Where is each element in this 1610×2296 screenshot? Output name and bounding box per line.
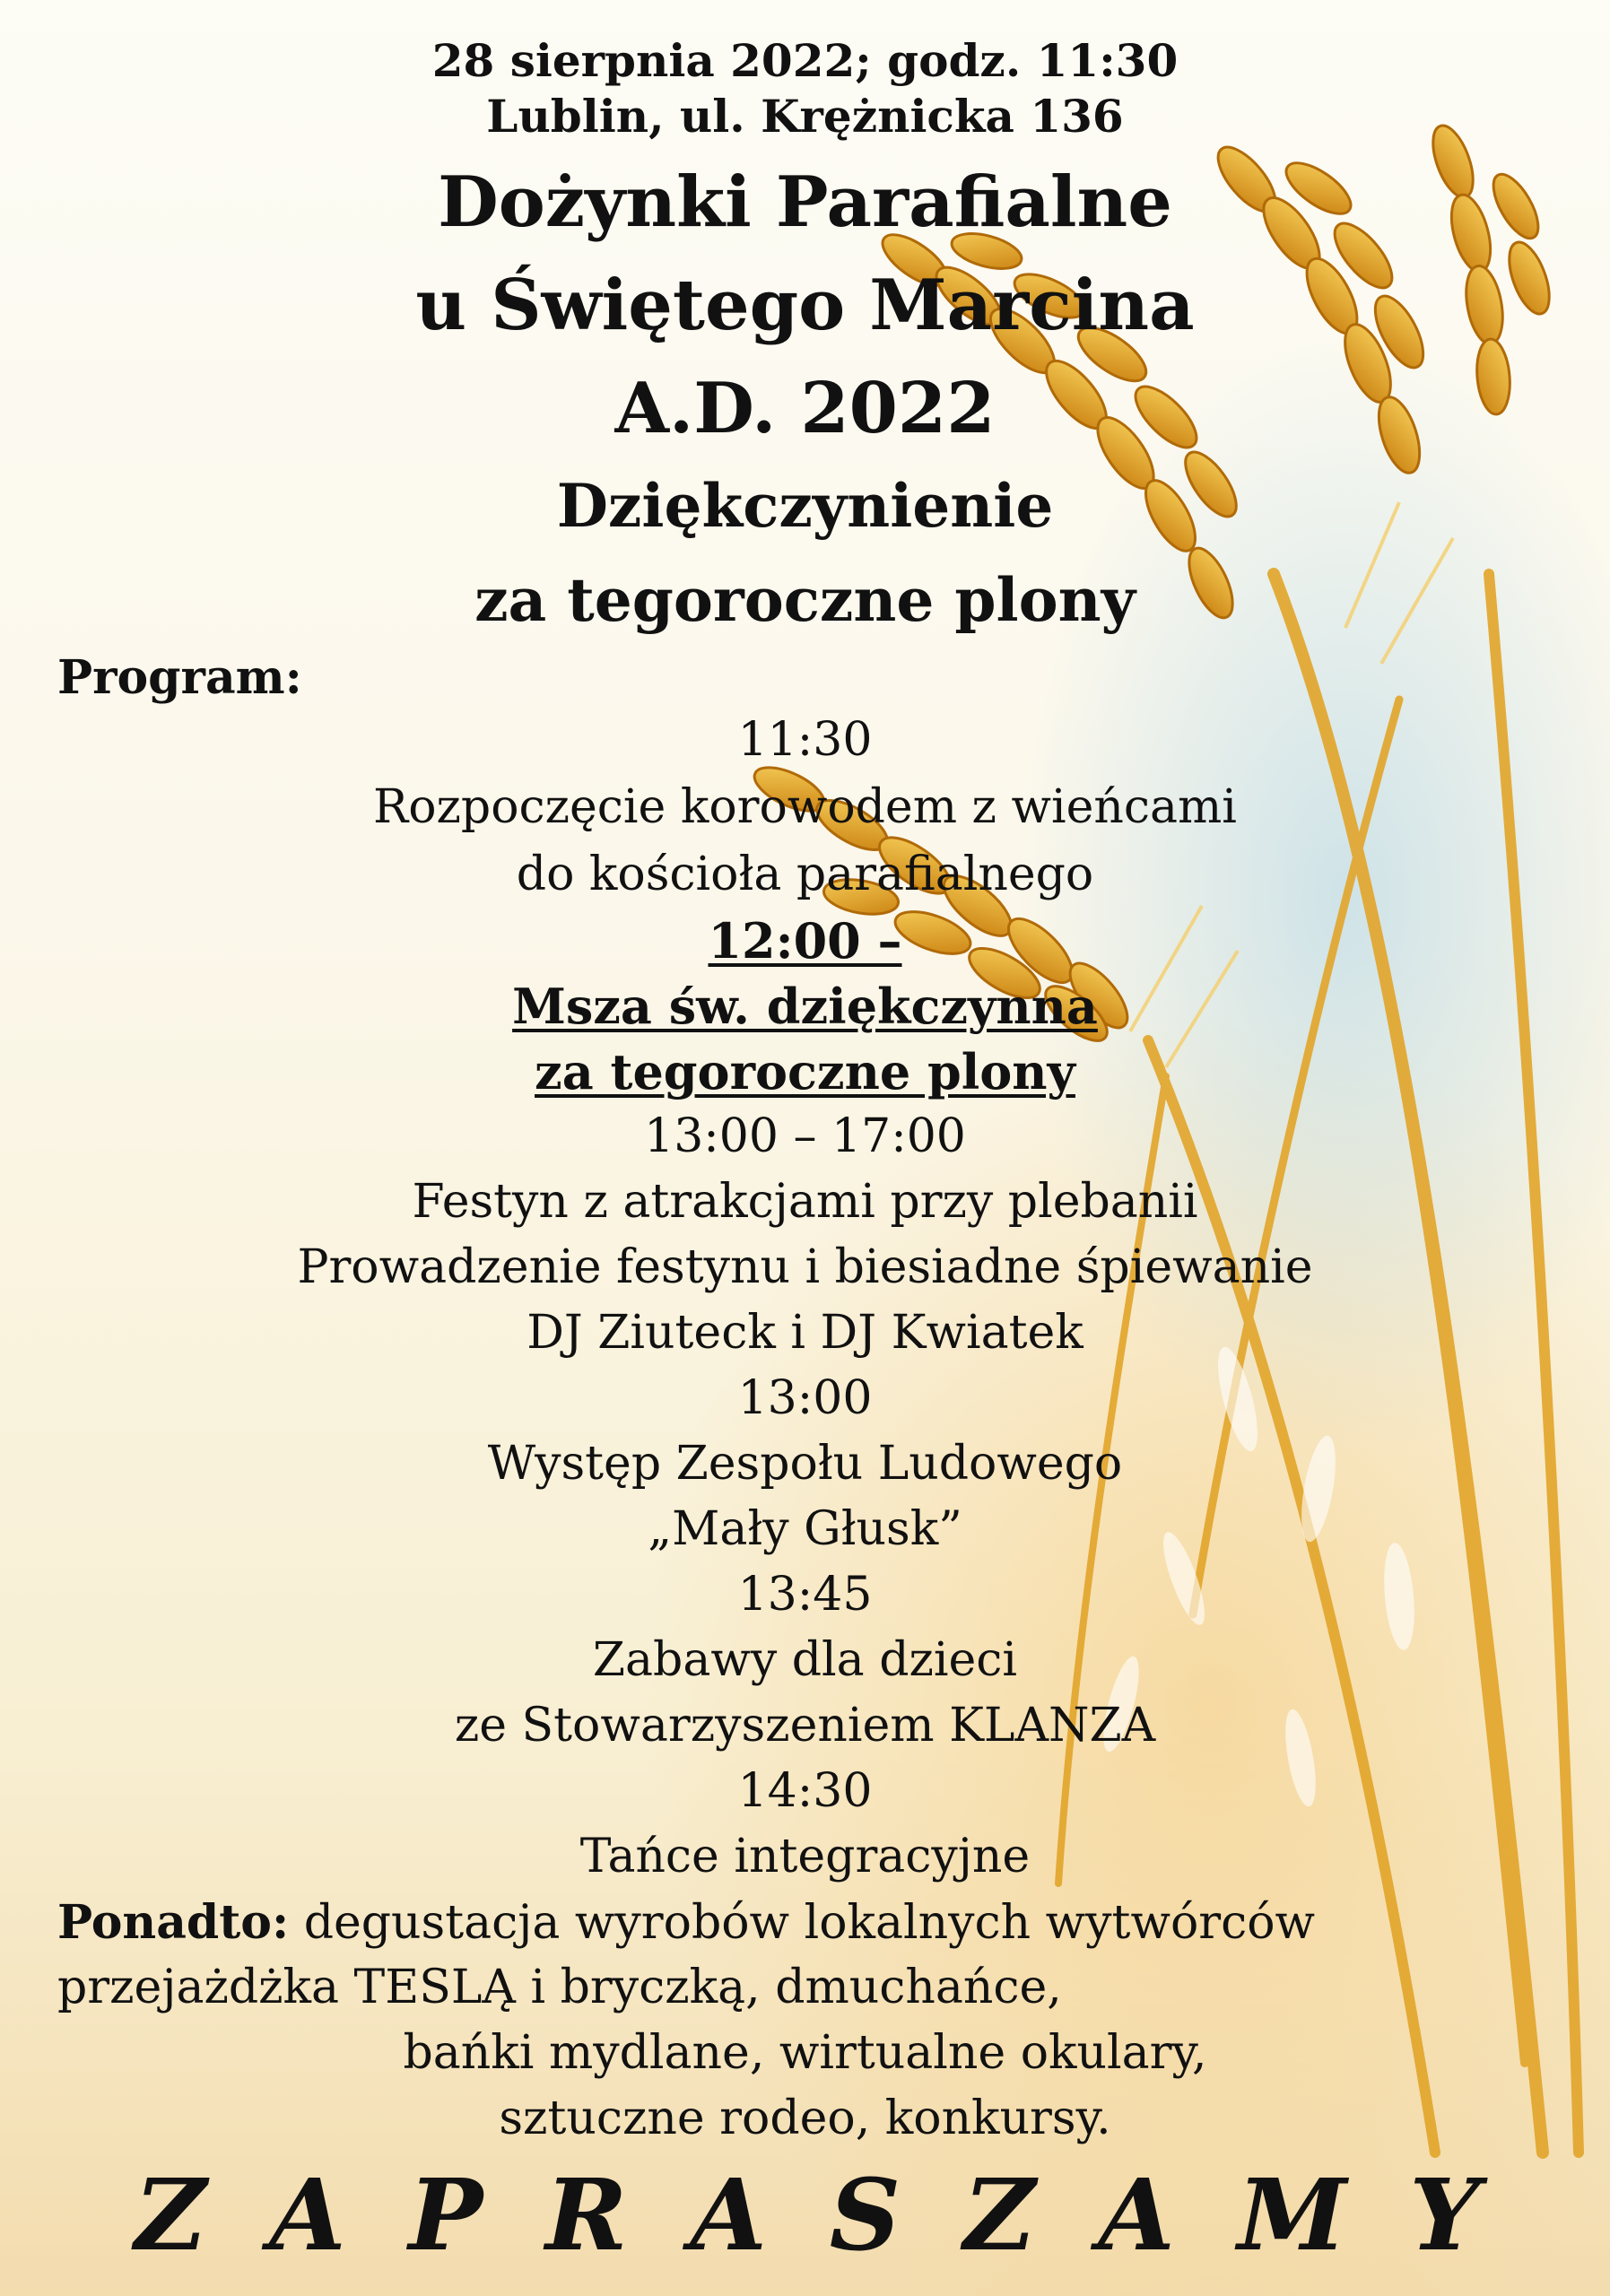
closing-letter: P xyxy=(408,2157,483,2273)
closing-letter: A xyxy=(269,2157,346,2273)
closing-letter: S xyxy=(829,2157,901,2273)
closing-letter: M xyxy=(1237,2157,1347,2273)
program-item: Występ Zespołu Ludowego xyxy=(487,1437,1123,1491)
program-time-1200: 12:00 – xyxy=(708,912,902,970)
extras-line-4: sztuczne rodeo, konkursy. xyxy=(499,2092,1111,2145)
program-item: Tańce integracyjne xyxy=(579,1830,1031,1883)
program-item: Zabawy dla dzieci xyxy=(592,1633,1018,1687)
program-item: Festyn z atrakcjami przy plebanii xyxy=(412,1175,1198,1229)
extras-label: Ponadto: xyxy=(57,1895,290,1950)
program-time-1130: 11:30 xyxy=(737,713,873,767)
program-item: Rozpoczęcie korowodem z wieńcami xyxy=(373,780,1237,834)
title-line-1: Dożynki Parafialne xyxy=(438,161,1172,243)
event-address: Lublin, ul. Krężnicka 136 xyxy=(486,90,1124,143)
program-item-mass: Msza św. dziękczynna xyxy=(512,978,1098,1035)
program-item: „Mały Głusk” xyxy=(648,1502,962,1556)
program-time-1345: 13:45 xyxy=(737,1568,873,1622)
subtitle-line-2: za tegoroczne plony xyxy=(474,565,1136,635)
closing-letter: R xyxy=(545,2157,628,2273)
extras-line-1 xyxy=(57,1895,1610,1950)
program-item: do kościoła parafialnego xyxy=(516,848,1094,901)
program-label: Program: xyxy=(57,650,302,705)
program-time-1300-1700: 13:00 – 17:00 xyxy=(644,1109,966,1163)
program-time-1430: 14:30 xyxy=(737,1764,873,1818)
program-time-1300: 13:00 xyxy=(737,1371,873,1425)
extras-line-3: bańki mydlane, wirtualne okulary, xyxy=(403,2026,1207,2080)
program-item: DJ Ziuteck i DJ Kwiatek xyxy=(527,1306,1083,1360)
program-item-mass-2: za tegoroczne plony xyxy=(535,1043,1075,1100)
subtitle-line-1: Dziękczynienie xyxy=(556,471,1054,541)
closing-letter: Z xyxy=(135,2157,207,2273)
extras-line-2: przejażdżka TESLĄ i bryczką, dmuchańce, xyxy=(57,1961,1062,2014)
closing-letter: A xyxy=(690,2157,767,2273)
program-item: ze Stowarzyszeniem KLANZA xyxy=(454,1699,1156,1752)
closing-letter: Y xyxy=(1409,2157,1480,2273)
event-date-time: 28 sierpnia 2022; godz. 11:30 xyxy=(431,34,1179,87)
closing-invitation xyxy=(135,2157,1480,2273)
closing-letter: A xyxy=(1098,2157,1175,2273)
closing-letter: Z xyxy=(963,2157,1036,2273)
title-line-2: u Świętego Marcina xyxy=(415,265,1195,346)
program-item: Prowadzenie festynu i biesiadne śpiewanie xyxy=(297,1240,1313,1294)
title-line-3: A.D. 2022 xyxy=(614,368,996,449)
extras-text-1: degustacja wyrobów lokalnych wytwórców xyxy=(303,1896,1316,1950)
